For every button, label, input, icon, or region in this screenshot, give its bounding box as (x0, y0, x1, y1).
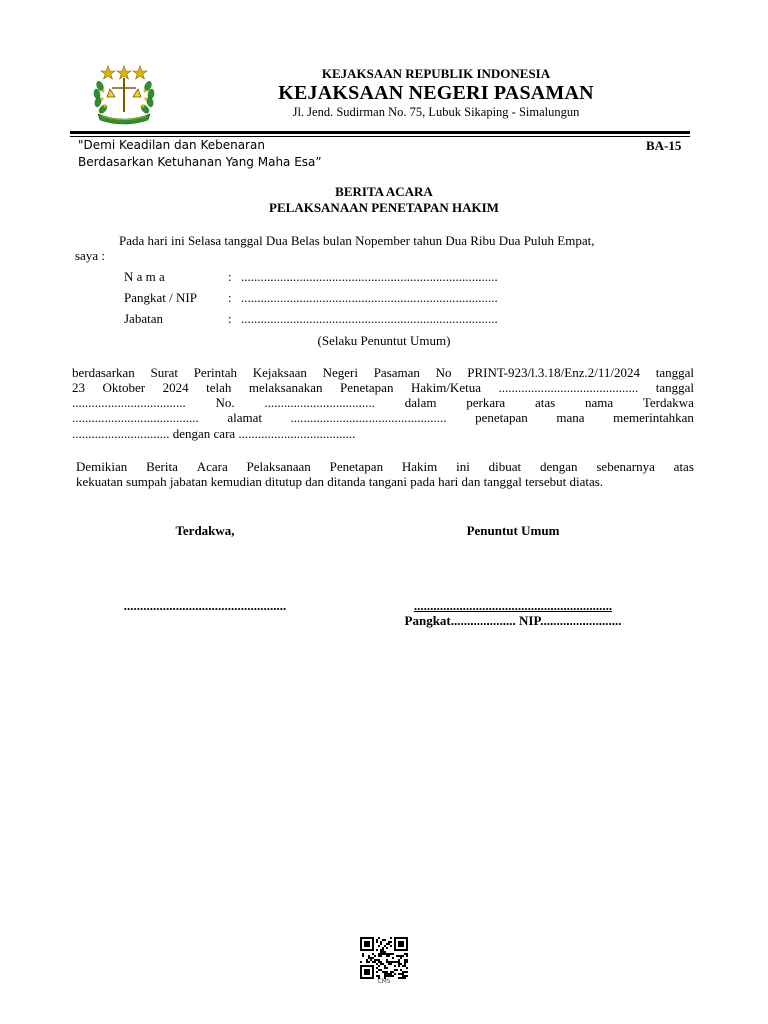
closing-line1-word: sebenarnya (596, 459, 655, 474)
line2-word: 2024 (162, 380, 189, 395)
body-line-4 (72, 410, 694, 426)
line1-word: Perintah (193, 365, 238, 380)
identity-label-rank-nip: Pangkat / NIP (124, 290, 197, 305)
identity-value-rank-nip: ............................................................................... (241, 290, 498, 305)
line2-word: Penetapan (340, 380, 394, 395)
body-line-5: .............................. dengan cara .................................... (72, 426, 356, 441)
line2-word: tanggal (655, 380, 694, 395)
closing-line1-word: Berita (146, 459, 178, 474)
motto-line-2: Berdasarkan Ketuhanan Yang Maha Esa” (78, 155, 322, 169)
closing-line1-word: Hakim (401, 459, 438, 474)
closing-line1-word: ini (456, 459, 470, 474)
body-line-1 (72, 365, 694, 381)
closing-line1-word: atas (673, 459, 694, 474)
body-line-3 (72, 395, 694, 411)
closing-line1-word: dengan (540, 459, 578, 474)
line2-word: 23 (72, 380, 85, 395)
line1-word: Pasaman (373, 365, 420, 380)
identity-colon-position: : (228, 311, 232, 326)
line1-word: Kejaksaan (252, 365, 307, 380)
signature-defendant-line: .................................................. (123, 598, 287, 613)
identity-label-position: Jabatan (124, 311, 163, 326)
opening-line-2: saya : (75, 248, 105, 263)
signature-defendant-title: Terdakwa, (175, 523, 235, 538)
closing-line1-word: Demikian (76, 459, 128, 474)
kejaksaan-emblem-logo (88, 64, 160, 126)
header-office-name: KEJAKSAAN NEGERI PASAMAN (278, 82, 594, 104)
body-line-2 (72, 380, 694, 396)
identity-value-name: ............................................................................... (241, 269, 498, 284)
qr-code (360, 937, 408, 979)
line4-word: penetapan (475, 410, 528, 425)
line1-word: Negeri (322, 365, 358, 380)
header-organization: KEJAKSAAN REPUBLIK INDONESIA (321, 66, 551, 81)
line3-word: ................................... (72, 395, 186, 410)
identity-colon-name: : (228, 269, 232, 284)
closing-line1-word: Penetapan (329, 459, 384, 474)
line4-word: ....................................... (72, 410, 199, 425)
signature-prosecutor-name: ............................................................. (413, 598, 613, 613)
closing-line-2: kekuatan sumpah jabatan kemudian ditutup dan ditanda tangani pada hari dan tanggal tersebut diatas. (76, 474, 604, 489)
line3-word: .................................. (264, 395, 375, 410)
line2-word: melaksanakan (248, 380, 323, 395)
closing-line1-word: Acara (196, 459, 228, 474)
line2-word: Oktober (102, 380, 146, 395)
form-code: BA-15 (646, 138, 682, 153)
identity-label-name: N a m a (124, 269, 165, 284)
closing-line1-word: Pelaksanaan (246, 459, 311, 474)
motto-line-1: "Demi Keadilan dan Kebenaran (78, 138, 265, 152)
line1-word: PRINT-923/l.3.18/Enz.2/11/2024 (467, 365, 640, 380)
header-divider-thin (70, 136, 690, 137)
header-divider-thick (70, 131, 690, 134)
line3-word: perkara (466, 395, 506, 410)
signature-prosecutor-rank-nip: Pangkat.................... NIP......................... (404, 613, 622, 628)
line1-word: tanggal (655, 365, 694, 380)
line2-word: Hakim/Ketua (410, 380, 481, 395)
line1-word: Surat (150, 365, 178, 380)
closing-line1-word: dibuat (488, 459, 522, 474)
closing-line-1 (76, 459, 694, 475)
identity-colon-rank-nip: : (228, 290, 232, 305)
signature-prosecutor-title: Penuntut Umum (466, 523, 560, 538)
line3-word: nama (584, 395, 614, 410)
role-note: (Selaku Penuntut Umum) (317, 333, 451, 348)
line4-word: memerintahkan (613, 410, 694, 425)
line3-word: dalam (404, 395, 437, 410)
line1-word: No (435, 365, 452, 380)
line3-word: Terdakwa (642, 395, 694, 410)
line2-word: ........................................... (498, 380, 639, 395)
opening-line-1: Pada hari ini Selasa tanggal Dua Belas bulan Nopember tahun Dua Ribu Dua Puluh Empat, (119, 233, 595, 248)
line2-word: telah (206, 380, 232, 395)
line4-word: alamat (227, 410, 262, 425)
line3-word: No. (215, 395, 235, 410)
line1-word: berdasarkan (72, 365, 135, 380)
document-title-line-1: BERITA ACARA (335, 184, 433, 199)
identity-value-position: ............................................................................... (241, 311, 498, 326)
qr-code-label: CMS (377, 978, 391, 985)
line4-word: ................................................ (290, 410, 447, 425)
document-title-line-2: PELAKSANAAN PENETAPAN HAKIM (269, 200, 499, 215)
header-address: Jl. Jend. Sudirman No. 75, Lubuk Sikaping - Simalungun (292, 105, 580, 119)
line3-word: atas (534, 395, 556, 410)
line4-word: mana (556, 410, 585, 425)
